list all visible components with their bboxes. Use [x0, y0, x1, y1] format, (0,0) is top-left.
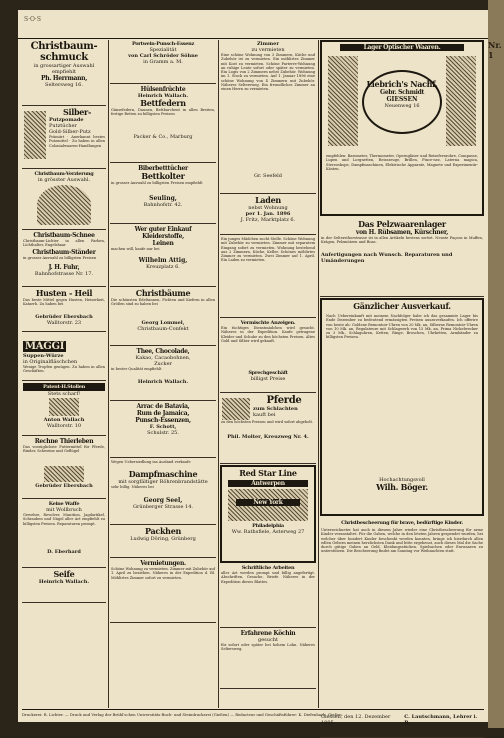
ad-title: Liebrich's Nachf.	[366, 79, 438, 89]
ad-dampfmaschine: Wegen Uebersiedlung ins Ausland verkaufe Dampfmaschine mit sorgfältiger Röhrenbrandstätte sehr billig. Näheres bei Georg Seel, Grünberger Strasse 14.	[110, 459, 216, 525]
ad-title: Portwein-Punsch-Essenz	[131, 41, 195, 47]
ad-pelzwaaren	[320, 219, 484, 297]
animal-illustration	[44, 466, 84, 482]
ad-name: Heinrich Wallach.	[137, 379, 189, 385]
ad-portwein	[110, 40, 216, 84]
ad-einkauf: Wer guter Einkauf Kleiderstoffe, Leinen machen will, kaufe nur bei Wilhelm Attig, Kreuzplatz 6.	[110, 225, 216, 287]
ad-name: F. Schott,	[149, 424, 177, 430]
ad-line: empfiehlt	[51, 69, 77, 75]
ad-line: in grösster Auswahl.	[37, 177, 91, 183]
ad-address: Packer & Co., Marburg	[133, 134, 193, 140]
ad-name: Wilh. Böger.	[376, 482, 428, 492]
classifieds-middle: Ein junges Mädchen sucht Stelle. Schöne Wohnung mit Zubehör zu vermieten. Zimmer mit separatem Eingang sofort zu vermieten. Wohnung bestehend aus 2 Zimmern, Küche, Keller. Schönes möblirtes Zimmer zu vermieten. Zwei Zimmer auf 1. April. Ein Laden zu vermieten.	[220, 236, 316, 318]
ad-banner: Lager Optischer Waaren.	[340, 44, 464, 51]
ad-title: Packhen	[144, 526, 182, 536]
ad-name: Gebrüder Ebersbach	[35, 314, 93, 320]
ad-line: Spezialität	[149, 47, 177, 53]
section-vermietungen: Vermietungen. Schöne Wohnung zu vermieten. Zimmer mit Zubehör auf 1. April zu beziehen. Näheres in der Expedition d. Bl. Möblirtes Zimmer sofort zu vermieten.	[110, 559, 216, 623]
ad-name: D. Eberhard	[47, 549, 81, 555]
ad-line: Putzpomade	[49, 117, 84, 123]
ad-title: Punsch-Essenzen,	[135, 417, 191, 424]
ad-laden	[220, 195, 316, 235]
ad-line: in Originalfläschchen	[23, 359, 78, 365]
column-rule	[108, 40, 109, 708]
ad-verzierung	[22, 170, 106, 230]
ad-line: von Carl Schröder Söhne	[128, 53, 198, 59]
ad-line: Hochachtungsvoll	[379, 477, 425, 483]
ad-line: in Gramm a. M.	[143, 59, 183, 65]
ad-line: Christbaum-Confekt	[137, 326, 189, 332]
ad-name: von H. Rübsamen, Kürschner,	[355, 229, 449, 236]
ad-line: nebst Wohnung	[248, 205, 288, 211]
ad-title: Bettfedern	[140, 98, 186, 108]
ad-title: Das Pelzwaarenlager	[358, 219, 446, 229]
ad-line: Ludwig Döring, Grünberg	[130, 536, 196, 542]
ad-title: schmuck	[40, 52, 88, 63]
ad-title: Biberbetttücher	[138, 165, 188, 172]
ad-line: GIESSEN	[386, 96, 418, 103]
ad-title: Patent-H.Stollen	[23, 383, 105, 391]
ad-patent-stollen	[22, 382, 106, 436]
ad-name: Georg Lommel,	[141, 320, 185, 326]
ad-name: J. H. Fuhr,	[48, 264, 80, 271]
ad-christbaeume: Christbäume Die schönsten Edeltannen, Fichten und Kiefern in allen Größen sind zu haben bei Georg Lommel, Christbaum-Confekt	[110, 288, 216, 346]
ad-title: Rechne Thierleben	[34, 438, 94, 445]
page-footer: Druckerei: R. Lichter. — Druck und Verlag der Brühl'schen Universitäts-Buch- und Steindruckerei (Gießen) — Redacteur und Geschäftsführer: K. Diefenbach, Gießen.	[22, 709, 484, 720]
header-text: S·O·S	[24, 16, 41, 23]
ad-title: Hülsenfrüchte	[140, 86, 186, 93]
ad-ausverkauf	[320, 298, 484, 516]
ad-body: Nach Uebereinkunft mit meinem Nachfolger habe ich das gesammte Lager bis Ende Dezember zu bedeutend ermässigten Preisen auszuverkaufen. Ich offerire von heute ab: Goldene Remontoir-Uhren von 20 Mk. an, Silberne Remontoir-Uhren von 10 Mk. an, Regulateure mit Schlagwerk von 15 Mk. an, Prima Nickelwecker zu 3 Mk., Schlaguhren, Ketten, Ringe, Broschen, Uhrketten, Armbänder zu billigsten Preisen.	[326, 314, 478, 340]
notice-date: Giessen, den 12. Dezember 1895.	[321, 714, 391, 726]
ad-line: zum Schlachten	[253, 406, 298, 412]
ad-line: kauft bei	[253, 412, 276, 418]
right-page-edge	[488, 0, 504, 728]
horse-illustration	[222, 398, 250, 420]
ad-line: Stets scharf!	[47, 391, 81, 397]
ad-title: Christbaum-Verzierung	[34, 171, 94, 177]
horseshoe-illustration	[49, 398, 79, 416]
ad-address: Bahnhofstrasse Nr. 17.	[34, 271, 94, 277]
ad-name: Heinrich Wallach.	[137, 93, 189, 99]
ad-line: Kleiderstoffe,	[142, 233, 184, 240]
ad-christbaumschnee: Christbaum-Schnee Christbaum-Lichter in allen Farben, Lichthalter, Engelshaar Christbaum-Ständer in grosser Auswahl zu billigsten Preisen J. H. Fuhr, Bahnhofstrasse Nr. 17.	[22, 231, 106, 287]
ad-line: Antwerpen	[228, 480, 308, 487]
ad-title: Laden	[255, 195, 281, 205]
ad-oval	[362, 70, 442, 134]
instrument-illustration	[446, 56, 476, 146]
ad-body: empfehlen: Barometer, Thermometer, Operngläser und Reisefernrohre, Compasse, Lupen und Lorgnetten, Reisszeuge, Brillen, Pince-nez, Laterna magica, Stereoskope, Dampfmaschinen, Elektrische Apparate, Magnete und Experimentir-Kästen.	[326, 154, 478, 171]
ad-line: Anfertigungen nach Wunsch. Reparaturen und Umänderungen	[321, 252, 453, 264]
ad-name: Phil. Molter, Kreuzweg Nr. 4.	[227, 434, 309, 440]
christmas-tree-illustration	[37, 185, 91, 225]
ad-title: Zimmer	[257, 41, 279, 47]
ad-seife	[22, 569, 106, 603]
ad-husten: Husten - Heil Das beste Mittel gegen Husten, Heiserkeit, Katarrh. Zu haben bei Gebrüder Ebersbach Walltorstr. 23	[22, 288, 106, 332]
ad-address: Gr. Seefeld	[254, 173, 282, 179]
ad-title: Keine Waffe	[48, 501, 80, 507]
classifieds-top: Zimmer zu vermieten Eine schöne Wohnung von 3 Zimmern, Küche und Zubehör ist zu vermieten. Ein möblirtes Zimmer mit Kost zu vermieten. Schöne Parterre-Wohnung an ruhige Leute sofort oder später zu vermieten. Ein Logis von 2 Zimmern nebst Zubehör. Wohnung im 1. Stock zu vermieten. Auf 1. Januar 1896 eine schöne Wohnung von 4 Zimmern mit Zubehör. Näheres Seltersweg. Ein freundliches Zimmer an einen Herrn zu vermieten. Gr. Seefeld	[220, 40, 316, 194]
newspaper-page	[18, 10, 488, 726]
ad-title: Sprechgeschäft	[248, 370, 288, 376]
ad-line: New York	[236, 499, 300, 506]
ad-title: Husten - Heil	[35, 288, 93, 298]
ad-arrac	[110, 402, 216, 458]
ad-title: Gebr. Schmidt	[380, 89, 424, 96]
edge-label: Nr. 1	[488, 40, 502, 60]
ad-arbeiten: Schriftliche Arbeiten aller Art werden prompt und billig angefertigt. Abschriften, Gesuche, Briefe. Näheres in der Expedition dieses Blattes.	[220, 564, 316, 628]
instrument-illustration	[328, 56, 358, 146]
ad-title: Christbaum-Schnee	[33, 232, 95, 239]
ad-line: Kakao, Cacaobohnen,	[135, 355, 191, 361]
ad-address: Schulstr. 25.	[147, 430, 179, 436]
ad-title: Schriftliche Arbeiten	[241, 565, 295, 571]
section-title: Vermietungen.	[140, 560, 186, 567]
ad-name: Georg Seel,	[143, 497, 183, 504]
notice-body: Unterzeichneter hat auch in diesem Jahre wieder eine Christbescheerung für arme Kinder veranstaltet. Für die Gaben, welche in den letzten Jahren gespendet wurden, bei welcher über hundert Kinder beschenkt werden konnten, bringe ich hierdurch allen edlen Gebern meinen herzlichsten Dank und bitte ergebenst, auch dieses Mal die Sache durch gütige Gaben an Geld, Kleidungsstücken, Spielsachen oder Esswaaren zu unterstützen. Die Bescheerung findet am Sonntag vor Weihnachten statt.	[321, 528, 483, 554]
ad-title: Rum de Jamaica,	[136, 410, 190, 417]
page-header	[18, 10, 488, 39]
notice-title: Christbescheerung für brave, bedürftige Kinder.	[341, 520, 463, 526]
ad-biberbetttuecher: Biberbetttücher Bettkolter in grosser Auswahl zu billigsten Preisen empfiehlt Seuling, Bahnhofstr. 42.	[110, 164, 216, 224]
ad-title: Seife	[53, 569, 75, 579]
ad-line: zu vermieten	[251, 47, 285, 53]
column-rule	[218, 40, 219, 708]
steamship-illustration	[228, 489, 308, 521]
ad-title: Arrac de Batavia,	[136, 403, 190, 410]
ad-title: Wer guter Einkauf	[134, 226, 192, 233]
ad-address: Grünberger Strasse 14.	[133, 504, 193, 510]
ad-thee: Thee, Chocolade, Kakao, Cacaobohnen, Zucker in bester Qualität empfiehlt Heinrich Wallach.	[110, 347, 216, 401]
ad-line: Zucker	[154, 361, 172, 367]
ad-christbaumschmuck	[22, 40, 106, 106]
ad-address: Kreuzplatz 6.	[146, 264, 180, 270]
column-3	[220, 40, 316, 708]
ad-title: Dampfmaschine	[128, 469, 198, 479]
ad-thierleben: Rechne Thierleben Das vorzüglichste Futtermittel für Pferde, Rinder, Schweine und Geflügel Gebrüder Ebersbach	[22, 437, 106, 499]
ad-address: Seltersweg 16.	[45, 82, 83, 88]
ad-line: in grossartiger Auswahl	[33, 63, 95, 69]
ad-name: Gebrüder Ebersbach	[35, 483, 93, 489]
ad-name: Anton Wallach	[43, 417, 85, 423]
ad-title: Gänzlicher Ausverkauf.	[353, 301, 451, 311]
product-illustration	[24, 111, 46, 159]
ad-title: Red Star Line	[239, 468, 297, 478]
section-vermischte: Vermischte Anzeigen. Ein tüchtiges Dienstmädchen wird gesucht. Näheres in der Expedition. Kaufe getragene Kleider und Schuhe zu den höchsten Preisen. Altes Gold und Silber wird gekauft. Sprechgeschäft billigst Preise	[220, 319, 316, 393]
ad-title: Christbaum-	[30, 41, 98, 52]
ad-name: J. Fritz, Marktplatz 6.	[240, 217, 296, 223]
ad-title: Silber-	[63, 107, 91, 117]
ad-title: Pferde	[266, 395, 302, 406]
ad-packhen	[110, 526, 216, 558]
ad-address: Bahnhofstr. 42.	[143, 202, 183, 208]
ad-line: Leinen	[152, 240, 174, 247]
ad-address: Neuenweg 16	[384, 103, 420, 109]
ad-title: Thee, Chocolade,	[136, 348, 190, 355]
ad-name: Ph. Herrmann,	[40, 75, 87, 82]
ad-line: gesucht	[258, 637, 278, 643]
column-2	[110, 40, 216, 708]
ad-title: Bettkolter	[141, 171, 185, 181]
ad-koechin: Erfahrene Köchin gesucht für sofort oder später bei hohem Lohn. Näheres Seltersweg.	[220, 629, 316, 689]
ad-address: Walltorstr. 23	[46, 320, 82, 326]
ad-red-star-line	[220, 465, 316, 563]
ad-maggi: MAGGI Suppen-Würze in Originalfläschchen Wenige Tropfen genügen. Zu haben in allen Geschäften.	[22, 333, 106, 381]
ad-line: Putztücher	[49, 123, 77, 129]
notice-christbescheerung	[320, 519, 484, 738]
ad-line: mit Wollbruch	[46, 507, 82, 513]
ad-silberputz: Silber- Putzpomade Putztücher Gold-Silber-Putz Prämiirt · Anerkannt bestes Putzmittel · Zu haben in allen Colonialwaaren-Handlungen	[22, 107, 106, 169]
ad-title: Christbaum-Ständer	[32, 249, 96, 256]
ad-waffe: Keine Waffe mit Wollbruch Gewehre, Revolver, Munition, Jagdartikel, Schrauben und Nägel aller Art empfiehlt zu billigsten Preisen. Reparaturen prompt. D. Eberhard	[22, 500, 106, 568]
ad-line: Gold-Silber-Putz	[49, 129, 91, 135]
ad-line: billigst Preise	[250, 376, 286, 382]
ad-name: Seuling,	[149, 195, 177, 202]
ad-huelsenfruechte: Hülsenfrüchte Heinrich Wallach. Bettfedern Gänsefedern, Daunen, Bettbarchent in allen Breiten, fertige Betten zu billigsten Preisen Packer & Co., Marburg	[110, 85, 216, 163]
ad-line: mit sorgfältiger Röhrenbrandstätte	[118, 479, 208, 485]
ad-line: Suppen-Würze	[23, 353, 64, 359]
ad-optische-waaren	[320, 40, 484, 216]
ad-pferde: Pferde zum Schlachten kauft bei zu den höchsten Preisen und wird sofort abgeholt. Phil. Molter, Kreuzweg Nr. 4.	[220, 394, 316, 464]
ad-title: MAGGI	[25, 341, 65, 352]
section-title: Vermischte Anzeigen.	[240, 320, 296, 326]
ad-line: per 1. Jan. 1896	[245, 211, 291, 217]
column-4	[320, 40, 484, 726]
ad-address: Ww. Rathsfiele, Asterweg 27	[231, 529, 305, 535]
ad-address: Walltorstr. 10	[46, 423, 82, 429]
ad-line: Philadelphia	[252, 523, 284, 529]
ad-name: Wilhelm Attig,	[138, 257, 188, 264]
column-1	[22, 40, 106, 708]
ad-body: in der Seltersthorstrasse ist in allen Artikeln bestens sortirt. Neuste Façons in Muffen, Krägen, Pelzmützen und Boas.	[321, 236, 483, 245]
ad-name: Heinrich Wallach.	[38, 579, 90, 585]
column-rule	[318, 40, 319, 708]
ad-title: Erfahrene Köchin	[240, 630, 296, 637]
notice-signature: C. Lautschmann, Lehrer i. R.	[404, 714, 478, 726]
ad-title: Christbäume	[135, 288, 191, 298]
